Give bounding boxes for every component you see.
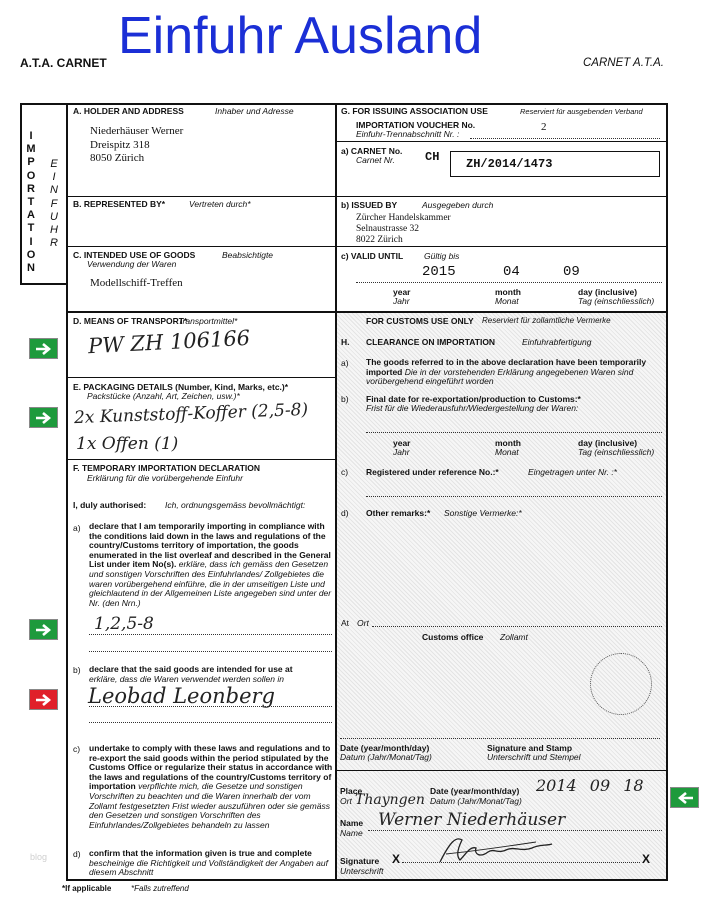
holder-street: Dreispitz 318 [90,139,150,151]
voucher-label: IMPORTATION VOUCHER No. [356,120,476,130]
valid-year-label-de: Jahr [393,296,410,306]
customs-a-marker: a) [341,358,349,368]
decl-d-marker: d) [73,849,81,859]
customs-c-en: Registered under reference No.:* [366,467,499,477]
name-value: Werner Niederhäuser [378,810,566,830]
decl-b-de: erkläre, dass die Waren verwendet werden sollen in [89,673,284,684]
divider-left-d [66,311,668,313]
decl-b-dots-1 [89,706,332,707]
valid-year-label: year [393,287,411,297]
holder-label: A. HOLDER AND ADDRESS [73,106,184,116]
clearance-label-de: Einfuhrabfertigung [522,337,592,347]
intended-use-label-de2: Verwendung der Waren [87,259,177,269]
customs-at-label: At [341,618,350,628]
issued-by-label-de: Ausgegeben durch [422,200,494,210]
divider-left-b [66,196,336,197]
issuing-label: G. FOR ISSUING ASSOCIATION USE [341,106,488,116]
arrow-signing-date [670,787,699,808]
sign-date-label-de: Datum (Jahr/Monat/Tag) [430,796,522,806]
carnet-number: ZH/2014/1473 [466,157,553,171]
decl-a-de: erkläre, dass ich gemäss den Gesetzen und sonstigen Vorschriften des Einfuhrlandes/ Zollgebietes die waren vorübergehend einführe, die in der umseitigen Liste und gleichlautend in der Allgemeinen Liste angegeben sind unter der Nr. (den Nrn.) [89,559,332,608]
customs-a-en: The goods referred to in the above declaration have been temporarily imported [366,357,647,377]
valid-until-label-de: Gültig bis [424,251,460,261]
importation-vertical-label: I M P O R T A T I O N [26,130,36,275]
carnet-country: CH [425,150,440,164]
document-title: Einfuhr Ausland [118,7,483,65]
decl-d-text [89,849,333,878]
customs-d-en: Other remarks:* [366,508,431,518]
decl-c-en: undertake to comply with these laws and regulations and to re-export the said goods within the period stipulated by the Customs Office or regularize their status in accordance with the laws and regulations of the country/Customs territory of importation [89,743,333,792]
intended-use-value: Modellschiff-Treffen [90,277,183,289]
left-arrow-icon [675,791,695,805]
customs-b-de: Frist für die Wiederausfuhr/Wiedergestellung der Waren: [366,403,579,413]
holder-label-de: Inhaber und Adresse [215,106,294,116]
authorised-label-de: Ich, ordnungsgemäss bevollmächtigt: [165,500,306,510]
customs-d-de: Sonstige Vermerke:* [444,508,522,518]
faint-watermark: blog [30,852,48,862]
decl-a-en: declare that I am temporarily importing in compliance with the conditions laid down in the laws and regulations of the country/Customs territory of importation, the goods enumerated in the list overleaf and described in the General List under item No(s). [89,521,331,570]
decl-a-text [89,522,333,608]
issuer-line-3: 8022 Zürich [356,235,403,245]
frame-top [20,103,668,105]
footer-note: *If applicable [62,884,112,893]
clearance-label: CLEARANCE ON IMPORTATION [366,337,496,347]
customs-date-label-de: Datum (Jahr/Monat/Tag) [340,752,432,762]
valid-month-label: month [495,287,521,297]
decl-a-dots-2 [89,651,332,652]
divider-right-c [336,246,668,247]
customs-at-label-de: Ort [357,618,369,628]
right-arrow-icon [34,342,54,356]
issuer-line-2: Selnaustrasse 32 [356,224,420,234]
valid-month-label-de: Monat [495,296,519,306]
decl-b-marker: b) [73,665,81,675]
signature-label: Signature [340,856,380,866]
customs-d-marker: d) [341,508,349,518]
name-label-de: Name [340,828,363,838]
frame-left [20,103,22,285]
customs-b-marker: b) [341,394,349,404]
place-label: Place [340,786,363,796]
right-arrow-icon [34,623,54,637]
declaration-label-de: Erklärung für die vorübergehende Einfuhr [87,473,243,483]
sign-date-label: Date (year/month/day) [430,786,520,796]
customs-signature-label-de: Unterschrift und Stempel [487,752,581,762]
frame-bottom [66,879,668,881]
voucher-label-de: Einfuhr-Trennabschnitt Nr. : [356,129,460,139]
voucher-value: 2 [541,121,547,133]
customs-day-label: day (inclusive) [578,438,638,448]
customs-stamp-circle [590,653,652,715]
carnet-no-label-de: Carnet Nr. [356,155,395,165]
declaration-label: F. TEMPORARY IMPORTATION DECLARATION [73,463,260,473]
holder-name: Niederhäuser Werner [90,125,184,137]
customs-at-dots [372,626,662,627]
right-border-line [666,103,668,880]
frame-bottom-left [20,283,68,285]
right-arrow-icon [34,411,54,425]
transport-label-de: Transportmittel* [178,316,238,326]
signature-label-de: Unterschrift [340,866,384,876]
middle-column-line [335,103,337,880]
arrow-use-location [29,689,58,710]
decl-c-marker: c) [73,744,81,754]
voucher-dots [470,138,660,139]
holder-city: 8050 Zürich [90,152,145,164]
intended-use-label-de: Beabsichtigte [222,250,274,260]
transport-value: PW ZH 106166 [87,325,251,359]
issued-by-label: b) ISSUED BY [341,200,398,210]
valid-month: 04 [503,264,520,280]
authorised-label: I, duly authorised: [73,500,147,510]
divider-right-b [336,196,668,197]
customs-c-dots [366,496,662,497]
customs-month-label-de: Monat [495,447,519,457]
customs-date-dots [340,738,660,739]
arrow-transport [29,338,58,359]
divider-right-a [336,141,668,142]
divider-left-c [66,246,336,247]
signing-top-line [336,770,668,771]
divider-left-e [66,377,336,378]
customs-a-text [366,358,662,387]
customs-signature-label: Signature and Stamp [487,743,573,753]
right-arrow-icon [34,693,54,707]
arrow-item-numbers [29,619,58,640]
decl-a-value: 1,2,5-8 [94,614,154,634]
decl-c-text [89,744,333,830]
issuer-line-1: Zürcher Handelskammer [356,213,451,223]
left-column-line [66,103,68,880]
packaging-line-2: 1x Offen (1) [76,434,179,454]
customs-c-marker: c) [341,467,349,477]
customs-label-de: Reserviert für zollamtliche Vermerke [482,316,611,325]
customs-year-label-de: Jahr [393,447,410,457]
place-label-de: Ort [340,796,352,806]
einfuhr-vertical-label: E I N F U H R [50,158,58,250]
valid-day: 09 [563,264,580,280]
place-value: Thayngen [355,792,425,808]
ata-carnet-label: A.T.A. CARNET [20,56,107,70]
represented-label-de: Vertreten durch* [189,199,251,209]
carnet-no-label: a) CARNET No. [341,146,403,156]
packaging-label-de: Packstücke (Anzahl, Art, Zeichen, usw.)* [87,391,240,401]
customs-a-de: Die in der vorstehenden Erklärung angegebenen Waren sind vorübergehend eingeführt worden [366,366,634,387]
issuing-label-de: Reserviert für ausgebenden Verband [520,107,643,116]
customs-c-de: Eingetragen unter Nr. :* [528,467,617,477]
sign-date-value: 2014 09 18 [536,776,644,795]
signature-x-right: X [642,852,651,866]
decl-b-en: declare that the said goods are intended for use at [89,664,293,674]
customs-month-label: month [495,438,521,448]
name-label: Name [340,818,364,828]
packaging-line-1: 2x Kunststoff-Koffer (2,5-8) [73,399,309,429]
signature-x-left: X [392,852,401,866]
customs-office-label: Customs office [422,632,484,642]
customs-office-label-de: Zollamt [500,632,528,642]
decl-b-text [89,665,333,684]
represented-label: B. REPRESENTED BY* [73,199,166,209]
decl-c-de: verpflichte mich, die Gesetze und sonstigen Vorschriften zu beachten und die Waren innerhalb der vom Zollamt festgesetzten Frist wieder auszuführen oder sie gemäss den Gesetzen und sonstigen Vorschriften des Einfuhrlandes/Zollgebietes behandeln zu lassen [89,781,330,830]
decl-d-de: bescheinige die Richtigkeit und Vollständigkeit der Angaben auf diesem Abschnitt [89,857,328,878]
packaging-label: E. PACKAGING DETAILS (Number, Kind, Marks, etc.)* [73,382,289,392]
valid-day-label: day (inclusive) [578,287,638,297]
customs-h-marker: H. [341,337,350,347]
customs-day-label-de: Tag (einschliesslich) [578,447,655,457]
customs-year-label: year [393,438,411,448]
carnet-ata-label: CARNET A.T.A. [583,57,664,69]
decl-a-marker: a) [73,523,81,533]
customs-date-label: Date (year/month/day) [340,743,430,753]
divider-left-f [66,459,336,460]
customs-label: FOR CUSTOMS USE ONLY [366,316,474,326]
valid-until-label: c) VALID UNTIL [341,251,404,261]
footer-note-de: *Falls zutreffend [131,884,189,893]
arrow-packaging [29,407,58,428]
handwritten-signature [436,832,556,866]
customs-b-dots [366,432,662,433]
valid-dots [356,282,662,283]
decl-a-dots-1 [89,634,332,635]
intended-use-label: C. INTENDED USE OF GOODS [73,250,196,260]
customs-b-en: Final date for re-exportation/production to Customs:* [366,394,581,404]
valid-day-label-de: Tag (einschliesslich) [578,296,655,306]
decl-d-en: confirm that the information given is true and complete [89,848,312,858]
decl-b-value: Leobad Leonberg [88,684,275,708]
decl-b-dots-2 [89,722,332,723]
name-dots [368,830,662,831]
valid-year: 2015 [422,264,456,280]
transport-label: D. MEANS OF TRANSPORT* [73,316,188,326]
